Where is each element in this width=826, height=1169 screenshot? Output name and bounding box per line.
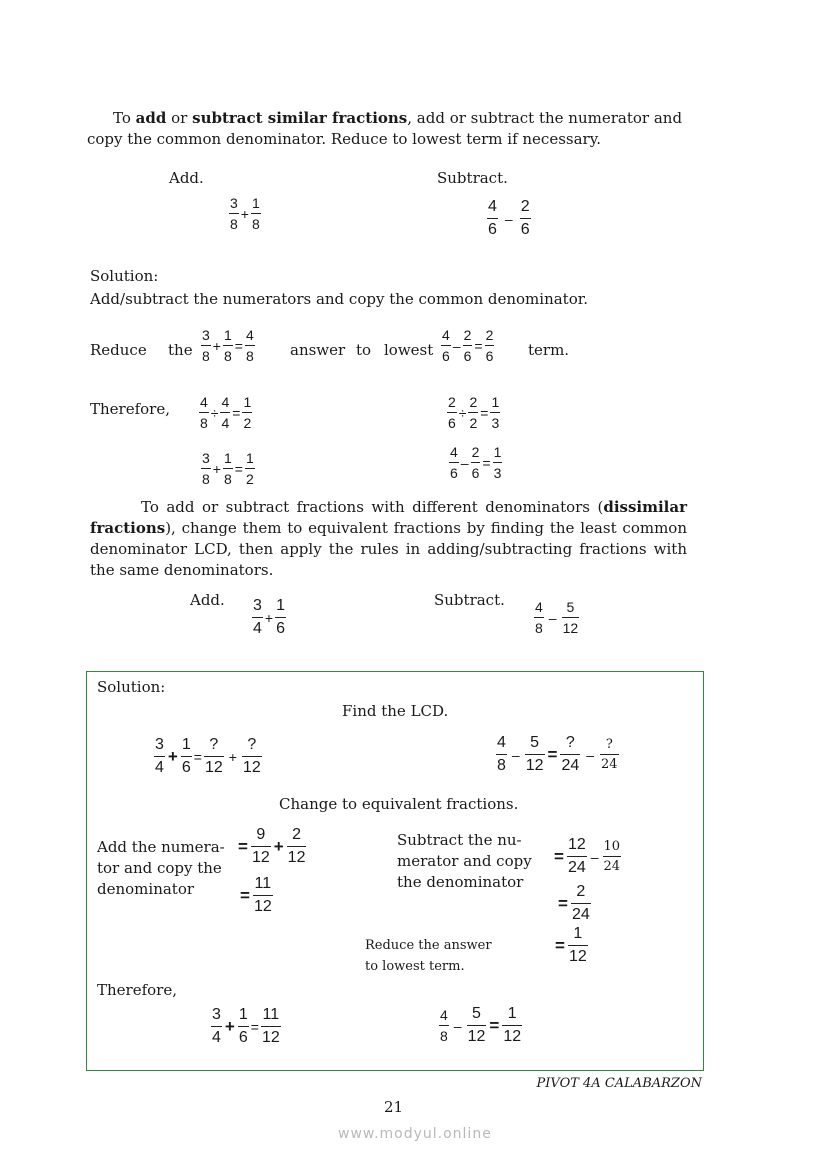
- dissimilar-paragraph: To add or subtract fractions with different denominators (dissimilar fractions), change them to equivalent fractions by finding the least common denominator LCD, then apply the rules in adding/subtracting fractions with the same denominators.: [90, 498, 687, 579]
- final-left-equation: $\frac{3}{8}$ + $\frac{1}{8}$ = $\frac{1}{2}$: [202, 450, 254, 487]
- subtract-instruction-text: Subtract the nu- merator and copy the denominator: [397, 831, 532, 891]
- lcd-sub-equation: $\frac{4}{8}$ – $\frac{5}{12}$ = $\frac{?}{24}$ – $\frac{?}{24}$: [497, 734, 618, 774]
- final-right-equation: $\frac{4}{6}$ – $\frac{2}{6}$ = $\frac{1}{3}$: [450, 444, 502, 481]
- add-instruction-text: Add the numera- tor and copy the denominator: [97, 838, 225, 898]
- example2-add-expression: $\frac{3}{4}$ + $\frac{1}{6}$: [253, 597, 285, 637]
- example1-sub-expression: $\frac{4}{6}$ – $\frac{2}{6}$: [488, 198, 530, 238]
- final-sub-equation: $\frac{4}{8}$ – $\frac{5}{12}$ = $\frac{1}{12}$: [440, 1005, 522, 1045]
- sub-step-reduced: = $\frac{1}{12}$: [555, 925, 587, 965]
- subtract-label-2: Subtract.: [434, 591, 505, 609]
- intro-line-1: To add or subtract similar fractions, add or subtract the numerator and: [113, 109, 683, 127]
- to-word: to: [356, 341, 372, 359]
- example2-sub-expression: $\frac{4}{8}$ – $\frac{5}{12}$: [535, 599, 579, 636]
- footer-brand: PIVOT 4A CALABARZON: [536, 1076, 702, 1091]
- lcd-add-equation: $\frac{3}{4}$ + $\frac{1}{6}$ = $\frac{?}{12}$ + $\frac{?}{12}$: [155, 736, 261, 776]
- sub-step-equivalent: = $\frac{12}{24}$ – $\frac{10}{24}$: [554, 836, 621, 876]
- solution-label: Solution:: [90, 267, 159, 285]
- reduce-word: Reduce: [90, 341, 147, 359]
- divide-left-equation: $\frac{4}{8}$ ÷ $\frac{4}{4}$ = $\frac{1}{2}$: [200, 394, 252, 431]
- reduce-instruction-text: Reduce the answer to lowest term.: [365, 938, 492, 974]
- intro-line-2: copy the common denominator. Reduce to lowest term if necessary.: [87, 130, 601, 148]
- reduce-add-equation: $\frac{3}{8}$ + $\frac{1}{8}$ = $\frac{4}{8}$: [202, 327, 254, 364]
- example1-add-expression: $\frac{3}{8}$ + $\frac{1}{8}$: [230, 195, 260, 232]
- box-therefore-label: Therefore,: [97, 981, 177, 999]
- solution-instruction: Add/subtract the numerators and copy the common denominator.: [90, 290, 589, 308]
- watermark: www.modyul.online: [338, 1126, 492, 1142]
- divide-right-equation: $\frac{2}{6}$ ÷ $\frac{2}{2}$ = $\frac{1}{3}$: [448, 394, 500, 431]
- find-lcd-heading: Find the LCD.: [342, 702, 449, 720]
- add-step-result: = $\frac{11}{12}$: [240, 875, 272, 915]
- box-solution-label: Solution:: [97, 678, 166, 696]
- lowest-word: lowest: [384, 341, 434, 359]
- add-label-2: Add.: [190, 591, 225, 609]
- change-equivalent-heading: Change to equivalent fractions.: [279, 795, 519, 813]
- the-word: the: [168, 341, 193, 359]
- sub-step-result: = $\frac{2}{24}$: [558, 883, 590, 923]
- subtract-label: Subtract.: [437, 169, 508, 187]
- term-word: term.: [528, 341, 570, 359]
- answer-word: answer: [290, 341, 346, 359]
- final-add-equation: $\frac{3}{4}$ + $\frac{1}{6}$ = $\frac{11}{12}$: [212, 1006, 280, 1046]
- reduce-sub-equation: $\frac{4}{6}$ – $\frac{2}{6}$ = $\frac{2}{6}$: [442, 327, 494, 364]
- add-label: Add.: [169, 169, 204, 187]
- add-step-equivalent: = $\frac{9}{12}$ + $\frac{2}{12}$: [238, 826, 306, 866]
- therefore-label: Therefore,: [90, 400, 170, 418]
- page-number: 21: [384, 1098, 404, 1116]
